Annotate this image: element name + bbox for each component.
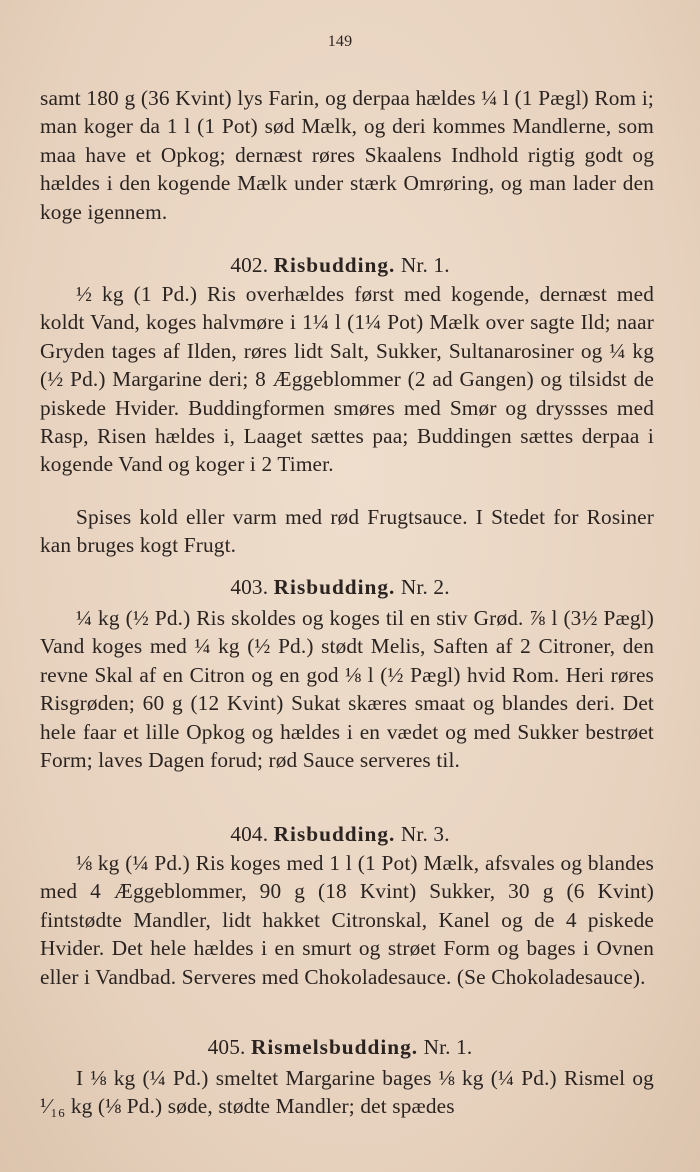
recipe-402-paragraph-1: ½ kg (1 Pd.) Ris overhældes først med kogende, dernæst med koldt Vand, koges halvmøre i 1¼ l (1¼ Pot) Mælk over sagte Ild; naar Gryden tages af Ilden, røres lidt Salt, Sukker, Sultanarosiner og ¼ kg (½ Pd.) Margarine deri; 8 Æggeblommer (2 ad Gangen) og tilsidst de piskede Hvider. Buddingformen smøres med Smør og dryssses med Rasp, Risen hældes i, Laaget sættes paa; Buddingen sættes derpaa i kogende Vand og koger i 2 Timer. [40,282,654,477]
recipe-405-paragraph-1: I ⅛ kg (¼ Pd.) smeltet Margarine bages ⅛ kg (¼ Pd.) Rismel og ¹⁄₁₆ kg (⅛ Pd.) søde, stødte Mandler; det spædes [40,1066,654,1119]
recipe-heading-405 [40,1033,640,1061]
page-number: 149 [327,33,353,50]
recipe-title: Risbudding. [273,253,396,277]
recipe-heading-402 [40,251,640,279]
recipe-heading-404 [40,820,640,848]
intro-paragraph: samt 180 g (36 Kvint) lys Farin, og derpaa hældes ¼ l (1 Pægl) Rom i; man koger da 1 l (1 Pot) sød Mælk, og deri kommes Mandlerne, som maa have et Opkog; dernæst røres Skaalens Indhold rigtig godt og hældes i den kogende Mælk under stærk Omrøring, og man lader den koge igennem. [40,86,654,224]
recipe-number: 403. [230,575,269,599]
recipe-title: Rismelsbudding. [250,1035,419,1059]
recipe-nr: Nr. 2. [400,575,450,599]
recipe-nr: Nr. 3. [400,822,450,846]
recipe-402-paragraph-2: Spises kold eller varm med rød Frugtsauce. I Stedet for Rosiner kan bruges kogt Frugt. [40,505,654,558]
recipe-nr: Nr. 1. [423,1035,473,1059]
recipe-number: 404. [230,822,269,846]
recipe-403-paragraph-1: ¼ kg (½ Pd.) Ris skoldes og koges til en stiv Grød. ⅞ l (3½ Pægl) Vand koges med ¼ kg (½ Pd.) stødt Melis, Saften af 2 Citroner, den revne Skal af en Citron og en god ⅛ l (½ Pægl) hvid Rom. Heri røres Risgrøden; 60 g (12 Kvint) Sukat skæres smaat og blandes deri. Det hele faar et lille Opkog og hældes i en vædet og med Sukker bestrøet Form; laves Dagen forud; rød Sauce serveres til. [40,606,654,773]
recipe-number: 405. [207,1035,246,1059]
recipe-heading-403 [40,573,640,601]
recipe-title: Risbudding. [273,822,396,846]
recipe-nr: Nr. 1. [400,253,450,277]
recipe-number: 402. [230,253,269,277]
recipe-404-paragraph-1: ⅛ kg (¼ Pd.) Ris koges med 1 l (1 Pot) Mælk, afsvales og blandes med 4 Æggeblommer, 90 g (18 Kvint) Sukker, 30 g (6 Kvint) fintstødte Mandler, lidt hakket Citronskal, Kanel og de 4 piskede Hvider. Det hele hældes i en smurt og strøet Form og bages i Ovnen eller i Vandbad. Serveres med Chokoladesauce. (Se Chokoladesauce). [40,851,654,989]
recipe-title: Risbudding. [273,575,396,599]
